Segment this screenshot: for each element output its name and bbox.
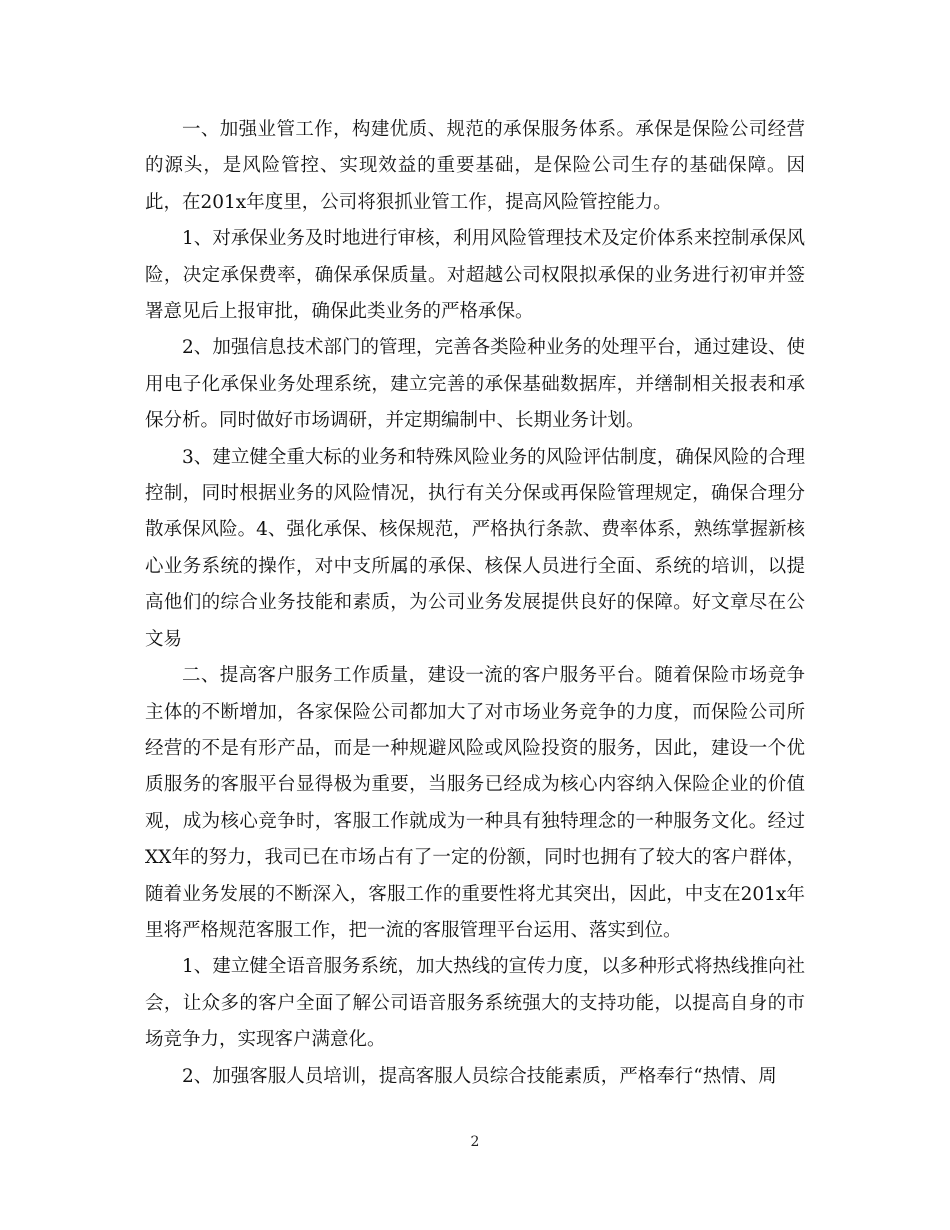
paragraph-7: 2、加强客服人员培训，提高客服人员综合技能素质，严格奉行“热情、周 [182, 1065, 777, 1087]
body-text [145, 112, 805, 1095]
paragraph-6: 1、建立健全语音服务系统，加大热线的宣传力度，以多种形式将热线推向社会，让众多的客户全面了解公司语音服务系统强大的支持功能，以提高自身的市场竞争力，实现客户满意化。 [145, 956, 805, 1051]
paragraph-1: 一、加强业管工作，构建优质、规范的承保服务体系。承保是保险公司经营的源头，是风险管控、实现效益的重要基础，是保险公司生存的基础保障。因此，在201x年度里，公司将狠抓业管工作，提高风险管控能力。 [145, 119, 805, 213]
paragraph-2: 1、对承保业务及时地进行审核，利用风险管理技术及定价体系来控制承保风险，决定承保费率，确保承保质量。对超越公司权限拟承保的业务进行初审并签署意见后上报审批，确保此类业务的严格承保。 [145, 228, 805, 323]
page-number: 2 [470, 1134, 480, 1150]
paragraph-3: 2、加强信息技术部门的管理，完善各类险种业务的处理平台，通过建设、使用电子化承保业务处理系统，建立完善的承保基础数据库，并缮制相关报表和承保分析。同时做好市场调研，并定期编制中、长期业务计划。 [145, 337, 805, 432]
paragraph-5: 二、提高客户服务工作质量，建设一流的客户服务平台。随着保险市场竞争主体的不断增加，各家保险公司都加大了对市场业务竞争的力度，而保险公司所经营的不是有形产品，而是一种规避风险或风险投资的服务，因此，建设一个优质服务的客服平台显得极为重要，当服务已经成为核心内容纳入保险企业的价值观，成为核心竞争时，客服工作就成为一种具有独特理念的一种服务文化。经过XX年的努力，我司已在市场占有了一定的份额，同时也拥有了较大的客户群体，随着业务发展的不断深入，客服工作的重要性将尤其突出，因此，中支在201x年里将严格规范客服工作，把一流的客服管理平台运用、落实到位。 [145, 665, 805, 941]
paragraph-4: 3、建立健全重大标的业务和特殊风险业务的风险评估制度，确保风险的合理控制，同时根据业务的风险情况，执行有关分保或再保险管理规定，确保合理分散承保风险。4、强化承保、核保规范，严格执行条款、费率体系，熟练掌握新核心业务系统的操作，对中支所属的承保、核保人员进行全面、系统的培训，以提高他们的综合业务技能和素质，为公司业务发展提供良好的保障。好文章尽在公文易 [145, 446, 805, 650]
